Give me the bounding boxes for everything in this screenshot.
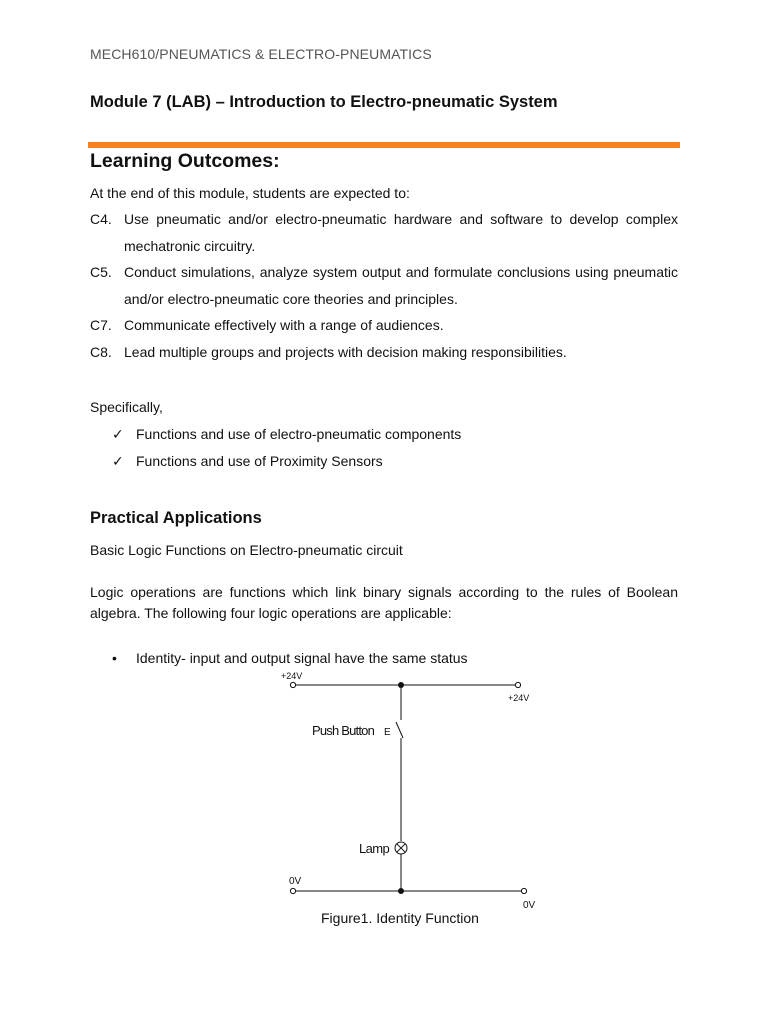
check-item <box>112 421 461 448</box>
push-button-switch-icon <box>396 722 403 738</box>
checkmark-icon: ✓ <box>112 426 124 442</box>
terminal-bottom-left <box>290 888 295 893</box>
bullet-dot-icon: • <box>112 650 117 666</box>
label-lamp: Lamp <box>359 841 390 856</box>
outcome-text: Lead multiple groups and projects with decision making responsibilities. <box>124 343 567 360</box>
terminal-bottom-right <box>521 888 526 893</box>
label-24v-left: +24V <box>281 671 303 681</box>
label-push-button-id: E <box>384 727 391 738</box>
label-0v-right: 0V <box>523 900 536 911</box>
check-item <box>112 448 461 475</box>
bullet-text: Identity- input and output signal have the same status <box>136 650 468 666</box>
terminal-top-left <box>290 682 295 687</box>
accent-divider <box>88 142 680 148</box>
label-24v-right: +24V <box>508 693 530 703</box>
junction-bottom <box>398 888 404 894</box>
outcome-item <box>90 206 678 259</box>
outcome-text: Conduct simulations, analyze system output and formulate conclusions using pneumatic and/or electro-pneumatic core theories and principles. <box>124 264 678 307</box>
checkmark-icon: ✓ <box>112 452 124 469</box>
outcome-code: C4. <box>90 211 112 227</box>
check-item-text: Functions and use of electro-pneumatic components <box>136 426 462 442</box>
check-item-text: Functions and use of Proximity Sensors <box>136 452 383 469</box>
outcome-text: Communicate effectively with a range of audiences. <box>124 317 444 333</box>
logic-paragraph: Logic operations are functions which link binary signals according to the rules of Boolean algebra. The following four logic operations are applicable: <box>90 584 678 621</box>
outcome-code: C7. <box>90 317 112 333</box>
practical-applications-heading: Practical Applications <box>90 509 262 527</box>
learning-outcomes-heading: Learning Outcomes: <box>90 150 280 172</box>
figure-caption: Figure1. Identity Function <box>321 910 479 926</box>
learning-outcomes-intro: At the end of this module, students are expected to: <box>90 185 410 201</box>
label-0v-left: 0V <box>289 876 302 887</box>
outcome-code: C8. <box>90 343 112 360</box>
specifically-label: Specifically, <box>90 399 163 415</box>
outcome-text: Use pneumatic and/or electro-pneumatic hardware and software to develop complex mechatronic circuitry. <box>124 211 678 254</box>
outcomes-list <box>90 206 678 365</box>
label-push-button: Push Button <box>312 723 375 738</box>
outcome-item <box>90 339 678 366</box>
outcome-code: C5. <box>90 264 112 280</box>
module-title: Module 7 (LAB) – Introduction to Electro-pneumatic System <box>90 93 558 111</box>
practical-subheading: Basic Logic Functions on Electro-pneumatic circuit <box>90 542 403 558</box>
course-header: MECH610/PNEUMATICS & ELECTRO-PNEUMATICS <box>90 46 432 62</box>
outcome-item <box>90 312 678 339</box>
identity-circuit-diagram <box>270 668 560 918</box>
terminal-top-right <box>515 682 520 687</box>
outcome-item <box>90 259 678 312</box>
checklist <box>112 421 461 474</box>
